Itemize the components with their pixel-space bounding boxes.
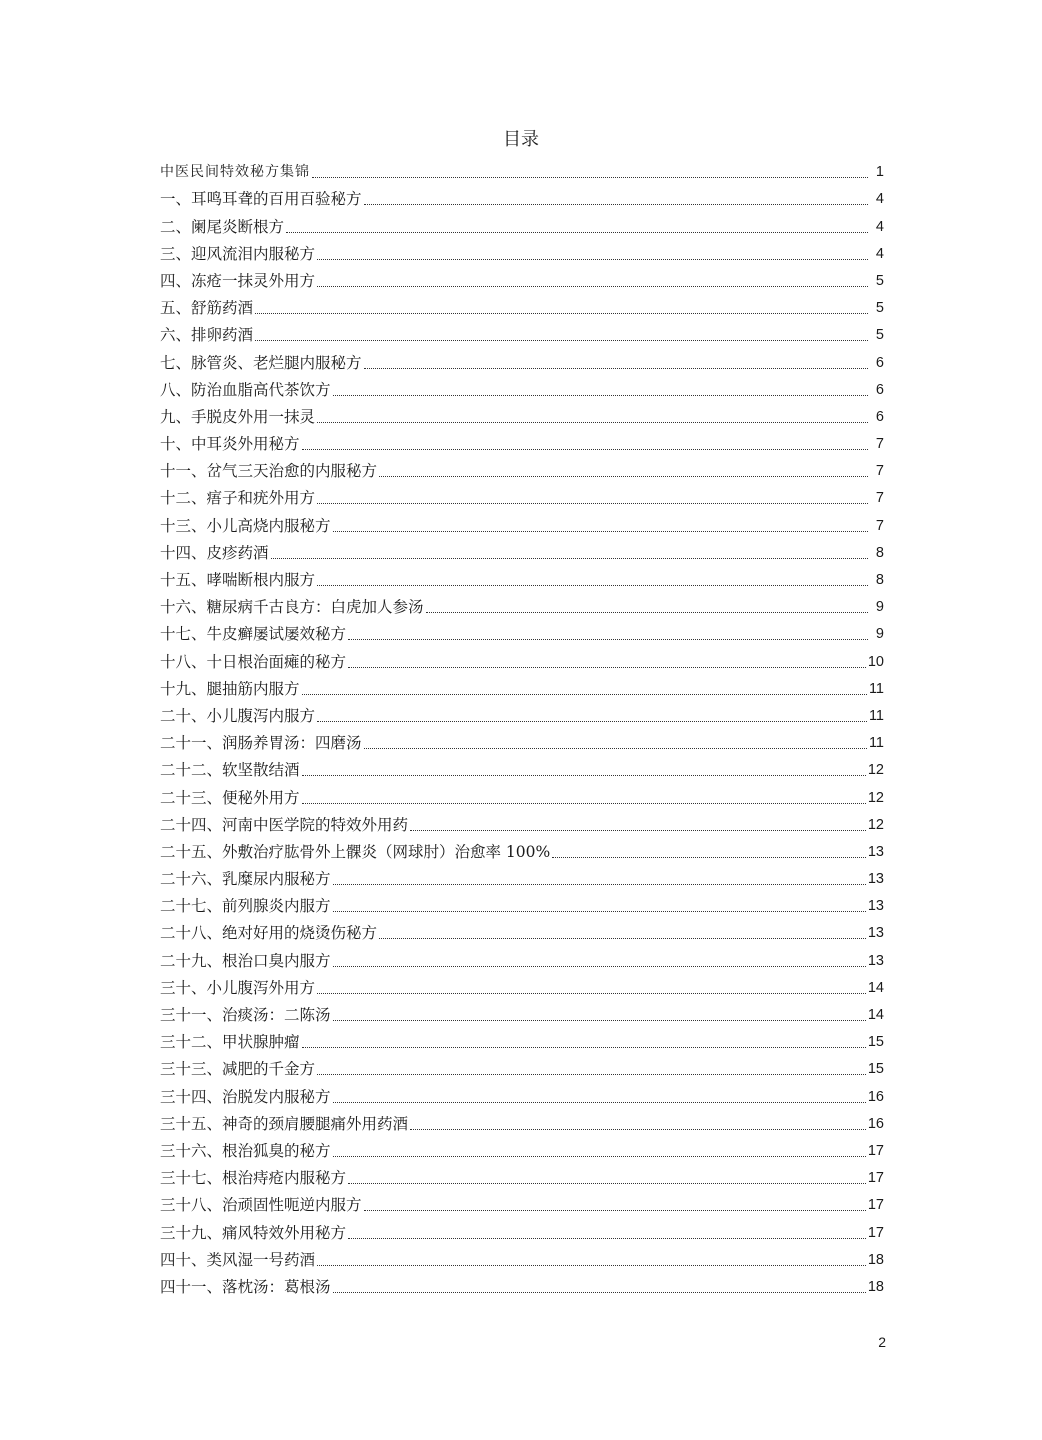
toc-entry-page: 7 [875, 517, 884, 534]
toc-entry-label: 三十、小儿腹泻外用方 [160, 978, 316, 997]
dot-leader [271, 557, 868, 559]
toc-entry-page: 16 [867, 1088, 884, 1105]
dot-leader [317, 720, 867, 722]
toc-entry-page: 7 [875, 490, 884, 507]
toc-entry-page: 17 [867, 1224, 884, 1241]
toc-entry-label: 四十一、落枕汤：葛根汤 [160, 1277, 331, 1296]
toc-entry[interactable] [160, 780, 884, 807]
toc-entry-page: 13 [867, 843, 884, 860]
dot-leader [333, 394, 868, 396]
toc-entry-page: 14 [867, 1007, 884, 1023]
toc-entry-page: 5 [875, 272, 884, 289]
toc-entry[interactable] [160, 1188, 884, 1215]
toc-entry-label: 三十八、治顽固性呃逆内服方 [160, 1196, 362, 1215]
toc-entry[interactable] [160, 1107, 884, 1134]
toc-entry-page: 11 [868, 680, 884, 697]
toc-entry-page: 13 [867, 898, 884, 915]
toc-entry-page: 15 [867, 1061, 884, 1078]
toc-entry[interactable] [160, 971, 884, 998]
dot-leader [333, 1155, 866, 1157]
dot-leader [379, 937, 866, 939]
toc-entry[interactable] [160, 264, 884, 291]
toc-entry-page: 8 [875, 544, 884, 561]
toc-entry-label: 二十九、根治口臭内服方 [160, 951, 331, 970]
toc-entry-page: 11 [868, 735, 884, 752]
dot-leader [426, 611, 868, 613]
toc-entry-label: 三十三、减肥的千金方 [160, 1060, 316, 1079]
dot-leader [348, 666, 866, 668]
toc-entry-label: 八、防治血脂高代茶饮方 [160, 380, 331, 399]
toc-entry[interactable] [160, 481, 884, 508]
toc-entry-page: 4 [875, 218, 884, 235]
toc-entry-label: 三十一、治痰汤：二陈汤 [160, 1006, 331, 1024]
toc-entry[interactable] [160, 1243, 884, 1270]
toc-entry-page: 13 [867, 871, 884, 888]
dot-leader [364, 367, 868, 369]
toc-entry-label: 十六、糖尿病千古良方：白虎加人参汤 [160, 598, 424, 617]
toc-entry-label: 十七、牛皮癣屡试屡效秘方 [160, 625, 347, 644]
toc-entry[interactable] [160, 454, 884, 481]
toc-entry[interactable] [160, 345, 884, 372]
toc-entry-label: 一、耳鸣耳聋的百用百验秘方 [160, 190, 362, 209]
dot-leader [333, 1019, 866, 1021]
toc-entry[interactable] [160, 889, 884, 916]
toc-entry-label: 五、舒筋药酒 [160, 299, 254, 318]
toc-entry[interactable] [160, 916, 884, 943]
toc-entry-page: 11 [868, 707, 884, 724]
toc-entry[interactable] [160, 590, 884, 617]
dot-leader [333, 883, 866, 885]
toc-entry-page: 6 [875, 381, 884, 398]
dot-leader [410, 829, 866, 831]
toc-entry-page: 8 [875, 572, 884, 588]
toc-entry-page: 16 [867, 1115, 884, 1132]
toc-entry-label: 三十五、神奇的颈肩腰腿痛外用药酒 [160, 1114, 409, 1133]
toc-entry[interactable] [160, 1025, 884, 1052]
toc-entry-page: 4 [875, 245, 884, 262]
toc-entry[interactable] [160, 617, 884, 644]
toc-entry[interactable] [160, 753, 884, 780]
toc-entry[interactable] [160, 318, 884, 345]
toc-entry-label: 十、中耳炎外用秘方 [160, 435, 300, 454]
toc-entry-page: 7 [875, 463, 884, 480]
toc-entry[interactable] [160, 808, 884, 835]
toc-entry[interactable] [160, 155, 884, 182]
toc-entry-label: 十二、痦子和疣外用方 [160, 489, 316, 508]
toc-entry-page: 4 [875, 191, 884, 208]
toc-entry-page: 15 [867, 1034, 884, 1051]
toc-entry-label: 三十九、痛风特效外用秘方 [160, 1223, 347, 1242]
toc-entry-label: 六、排卵药酒 [160, 326, 254, 345]
dot-leader [333, 965, 866, 967]
toc-entry-page: 17 [867, 1170, 884, 1187]
toc-entry[interactable] [160, 1215, 884, 1242]
toc-entry-page: 9 [875, 626, 884, 643]
dot-leader [286, 231, 868, 233]
toc-entry[interactable] [160, 373, 884, 400]
dot-leader [302, 693, 867, 695]
toc-entry-page: 14 [867, 979, 884, 996]
toc-entry[interactable] [160, 726, 884, 753]
toc-list [160, 155, 884, 1297]
dot-leader [364, 203, 868, 205]
toc-entry-page: 6 [875, 408, 884, 425]
toc-entry-label: 四、冻疮一抹灵外用方 [160, 271, 316, 290]
dot-leader [364, 747, 867, 749]
toc-entry-label: 三十七、根治痔疮内服秘方 [160, 1169, 347, 1188]
toc-entry[interactable] [160, 835, 884, 862]
dot-leader [302, 802, 866, 804]
dot-leader [317, 992, 866, 994]
toc-entry-label: 二十一、润肠养胃汤：四磨汤 [160, 734, 362, 753]
toc-entry-label: 中医民间特效秘方集锦 [160, 164, 310, 181]
toc-entry-page: 18 [867, 1278, 884, 1295]
dot-leader [317, 502, 868, 504]
toc-entry-page: 6 [875, 354, 884, 371]
toc-entry-label: 二十、小儿腹泻内服方 [160, 706, 316, 725]
toc-entry-label: 十四、皮疹药酒 [160, 543, 269, 562]
toc-entry[interactable] [160, 427, 884, 454]
toc-entry[interactable] [160, 1134, 884, 1161]
dot-leader [333, 1291, 866, 1293]
dot-leader [317, 285, 868, 287]
toc-entry[interactable] [160, 998, 884, 1025]
toc-entry[interactable] [160, 536, 884, 563]
toc-entry-label: 二十四、河南中医学院的特效外用药 [160, 815, 409, 834]
toc-entry-label: 十一、岔气三天治愈的内服秘方 [160, 462, 378, 481]
dot-leader [410, 1128, 866, 1130]
toc-entry-page: 13 [867, 952, 884, 969]
toc-entry-label: 十五、哮喘断根内服方 [160, 571, 316, 589]
toc-entry-page: 17 [867, 1142, 884, 1159]
toc-entry[interactable] [160, 508, 884, 535]
toc-entry-label: 十八、十日根治面瘫的秘方 [160, 652, 347, 671]
toc-entry[interactable] [160, 209, 884, 236]
toc-title: 目录 [503, 129, 539, 150]
dot-leader [552, 856, 866, 858]
toc-entry-label: 二十六、乳糜尿内服秘方 [160, 870, 331, 889]
toc-entry[interactable] [160, 1161, 884, 1188]
dot-leader [302, 448, 868, 450]
dot-leader [255, 312, 868, 314]
page-number: 2 [878, 1334, 886, 1350]
dot-leader [333, 910, 866, 912]
toc-entry[interactable] [160, 644, 884, 671]
toc-entry-label: 九、手脱皮外用一抹灵 [160, 407, 316, 426]
toc-entry-page: 7 [875, 436, 884, 453]
toc-entry[interactable] [160, 1270, 884, 1297]
toc-entry[interactable] [160, 862, 884, 889]
dot-leader [317, 421, 868, 423]
toc-entry-page: 9 [875, 599, 884, 616]
toc-entry[interactable] [160, 699, 884, 726]
dot-leader [317, 258, 868, 260]
toc-entry[interactable] [160, 237, 884, 264]
dot-leader [364, 1209, 866, 1211]
toc-entry-page: 12 [867, 789, 884, 806]
dot-leader [348, 1237, 866, 1239]
toc-entry-label: 三十二、甲状腺肿瘤 [160, 1033, 300, 1052]
toc-entry-page: 1 [875, 164, 884, 181]
toc-entry-page: 12 [867, 762, 884, 779]
toc-entry-label: 三、迎风流泪内服秘方 [160, 244, 316, 263]
toc-entry-label: 七、脉管炎、老烂腿内服秘方 [160, 353, 362, 372]
dot-leader [302, 1046, 866, 1048]
toc-entry[interactable] [160, 672, 884, 699]
dot-leader [333, 1101, 866, 1103]
toc-entry-page: 10 [867, 653, 884, 670]
dot-leader [379, 475, 868, 477]
toc-entry-label: 二十二、软坚散结酒 [160, 761, 300, 780]
dot-leader [333, 530, 868, 532]
toc-entry-label: 十九、腿抽筋内服方 [160, 679, 300, 698]
toc-entry-label: 三十四、治脱发内服秘方 [160, 1087, 331, 1106]
dot-leader [317, 1264, 866, 1266]
toc-entry-label: 二、阑尾炎断根方 [160, 217, 285, 236]
dot-leader [317, 1073, 866, 1075]
dot-leader [348, 1182, 866, 1184]
toc-entry-page: 5 [875, 300, 884, 317]
toc-entry-label: 二十三、便秘外用方 [160, 788, 300, 807]
toc-entry-label: 二十八、绝对好用的烧烫伤秘方 [160, 924, 378, 943]
toc-entry-label: 二十七、前列腺炎内服方 [160, 897, 331, 916]
dot-leader [312, 176, 868, 178]
toc-entry[interactable] [160, 563, 884, 590]
toc-entry-page: 12 [867, 816, 884, 833]
dot-leader [302, 774, 866, 776]
toc-entry[interactable] [160, 1052, 884, 1079]
toc-entry[interactable] [160, 943, 884, 970]
toc-entry-page: 5 [875, 327, 884, 344]
toc-entry-label: 四十、类风湿一号药酒 [160, 1250, 316, 1269]
dot-leader [255, 339, 868, 341]
dot-leader [348, 638, 868, 640]
toc-entry-label: 十三、小儿高烧内服秘方 [160, 516, 331, 535]
toc-entry-page: 17 [867, 1197, 884, 1214]
toc-entry-page: 18 [867, 1251, 884, 1268]
toc-entry[interactable] [160, 400, 884, 427]
dot-leader [317, 584, 868, 586]
toc-entry[interactable] [160, 291, 884, 318]
toc-entry-page: 13 [867, 925, 884, 942]
toc-entry[interactable] [160, 182, 884, 209]
toc-entry[interactable] [160, 1079, 884, 1106]
toc-entry-label: 三十六、根治狐臭的秘方 [160, 1141, 331, 1160]
toc-entry-label: 二十五、外敷治疗肱骨外上髁炎（网球肘）治愈率 100% [160, 842, 551, 861]
